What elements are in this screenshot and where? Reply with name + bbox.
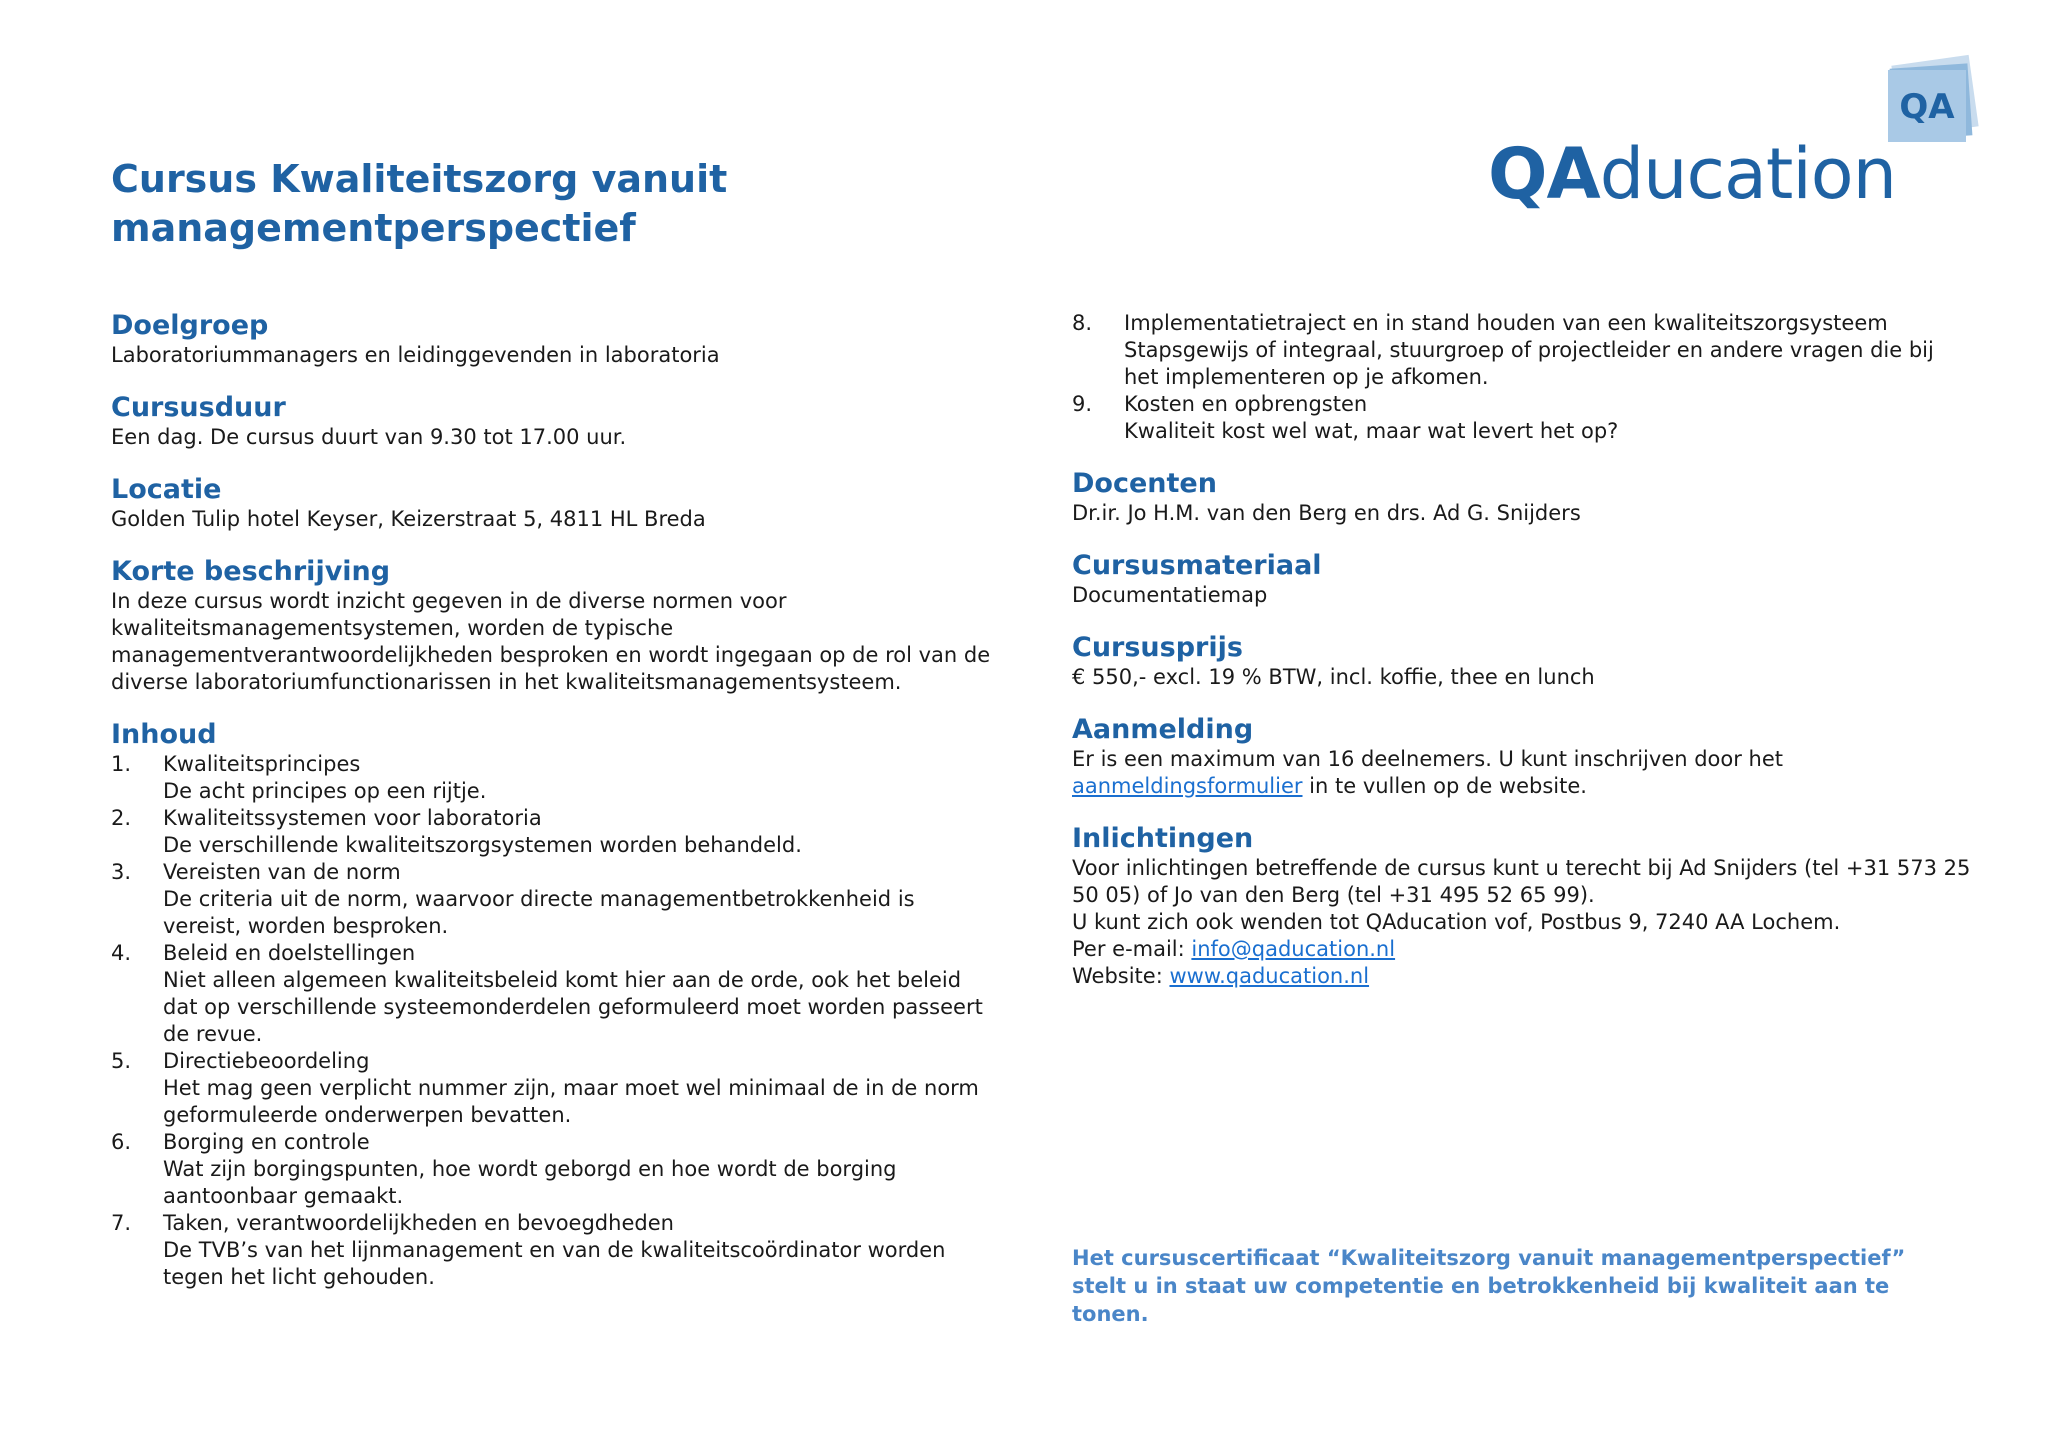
heading-cursusduur: Cursusduur — [111, 392, 286, 423]
badge-text: QA — [1899, 87, 1955, 127]
website-link[interactable]: www.qaducation.nl — [1169, 964, 1370, 988]
list-item: 1. Kwaliteitsprincipes De acht principes op een rijtje. — [111, 752, 487, 803]
section-docenten — [1072, 468, 1972, 527]
text-locatie: Golden Tulip hotel Keyser, Keizerstraat 5, 4811 HL Breda — [111, 507, 706, 531]
text-cursusprijs: € 550,- excl. 19 % BTW, incl. koffie, thee en lunch — [1072, 665, 1595, 689]
heading-inhoud: Inhoud — [111, 719, 217, 750]
text-beschrijving: In deze cursus wordt inzicht gegeven in de diverse normen voor kwaliteitsmanagementsystemen, worden de typische managementverantwoordelijkheden besproken en wordt ingegaan op de rol van de diverse laboratoriumfunctionarissen in het kwaliteitsmanagementsysteem. — [111, 589, 991, 694]
right-column — [1072, 310, 1972, 1013]
section-beschrijving — [111, 556, 991, 696]
heading-docenten: Docenten — [1072, 468, 1217, 499]
heading-aanmelding: Aanmelding — [1072, 714, 1254, 745]
section-doelgroep — [111, 310, 991, 369]
list-item: 3. Vereisten van de norm De criteria uit de norm, waarvoor directe managementbetrokkenheid is vereist, worden besproken. — [111, 860, 915, 938]
section-aanmelding — [1072, 714, 1972, 800]
section-cursusprijs — [1072, 632, 1972, 691]
text-aanmelding: Er is een maximum van 16 deelnemers. U kunt inschrijven door het aanmeldingsformulier in te vullen op de website. — [1072, 747, 1784, 798]
inhoud-list-continued — [1072, 310, 1972, 445]
text-inlichtingen-address: U kunt zich ook wenden tot QAducation vof, Postbus 9, 7240 AA Lochem. — [1072, 910, 1841, 934]
text-docenten: Dr.ir. Jo H.M. van den Berg en drs. Ad G. Snijders — [1072, 501, 1581, 525]
email-link[interactable]: info@qaducation.nl — [1191, 937, 1396, 961]
left-column — [111, 310, 991, 1314]
heading-cursusprijs: Cursusprijs — [1072, 632, 1243, 663]
aanmeldingsformulier-link[interactable]: aanmeldingsformulier — [1072, 774, 1303, 798]
heading-locatie: Locatie — [111, 474, 222, 505]
text-inlichtingen-contact: Voor inlichtingen betreffende de cursus kunt u terecht bij Ad Snijders (tel +31 573 25 50 05) of Jo van den Berg (tel +31 495 52 65 99). — [1072, 856, 1971, 907]
heading-inlichtingen: Inlichtingen — [1072, 823, 1254, 854]
text-inlichtingen-website: Website: www.qaducation.nl — [1072, 964, 1370, 988]
certificate-note: Het cursuscertificaat “Kwaliteitszorg vanuit managementperspectief” stelt u in staat uw competentie en betrokkenheid bij kwaliteit aan te tonen. — [1072, 1246, 1906, 1326]
page-title: Cursus Kwaliteitszorg vanuit managementperspectief — [111, 157, 728, 250]
list-item: 8. Implementatietraject en in stand houden van een kwaliteitszorgsysteem Stapsgewijs of integraal, stuurgroep of projectleider en andere vragen die bij het implementeren op je afkomen. — [1072, 311, 1934, 389]
logo-wordmark: QAducation — [1488, 133, 1896, 215]
text-inlichtingen-email: Per e-mail: info@qaducation.nl — [1072, 937, 1396, 961]
list-item: 5. Directiebeoordeling Het mag geen verplicht nummer zijn, maar moet wel minimaal de in de norm geformuleerde onderwerpen bevatten. — [111, 1049, 979, 1127]
list-item: 9. Kosten en opbrengsten Kwaliteit kost wel wat, maar wat levert het op? — [1072, 392, 1619, 443]
list-item: 2. Kwaliteitssystemen voor laboratoria De verschillende kwaliteitszorgsystemen worden behandeld. — [111, 806, 802, 857]
heading-cursusmateriaal: Cursusmateriaal — [1072, 550, 1322, 581]
list-item: 6. Borging en controle Wat zijn borgingspunten, hoe wordt geborgd en hoe wordt de borging aantoonbaar gemaakt. — [111, 1130, 897, 1208]
heading-doelgroep: Doelgroep — [111, 310, 269, 341]
section-cursusduur — [111, 392, 991, 451]
text-doelgroep: Laboratoriummanagers en leidinggevenden in laboratoria — [111, 343, 720, 367]
section-cursusmateriaal — [1072, 550, 1972, 609]
inhoud-list — [111, 751, 991, 1291]
text-cursusduur: Een dag. De cursus duurt van 9.30 tot 17.00 uur. — [111, 425, 627, 449]
text-cursusmateriaal: Documentatiemap — [1072, 583, 1268, 607]
qaducation-logo — [1488, 54, 1988, 214]
heading-beschrijving: Korte beschrijving — [111, 556, 391, 587]
list-item: 7. Taken, verantwoordelijkheden en bevoegdheden De TVB’s van het lijnmanagement en van de kwaliteitscoördinator worden tegen het licht gehouden. — [111, 1211, 946, 1289]
list-item: 4. Beleid en doelstellingen Niet alleen algemeen kwaliteitsbeleid komt hier aan de orde, ook het beleid dat op verschillende systeemonderdelen geformuleerd moet worden passeert de revue. — [111, 941, 983, 1046]
section-locatie — [111, 474, 991, 533]
section-inhoud — [111, 719, 991, 1291]
section-inlichtingen — [1072, 823, 1972, 990]
qa-badge-icon — [1882, 54, 1982, 154]
